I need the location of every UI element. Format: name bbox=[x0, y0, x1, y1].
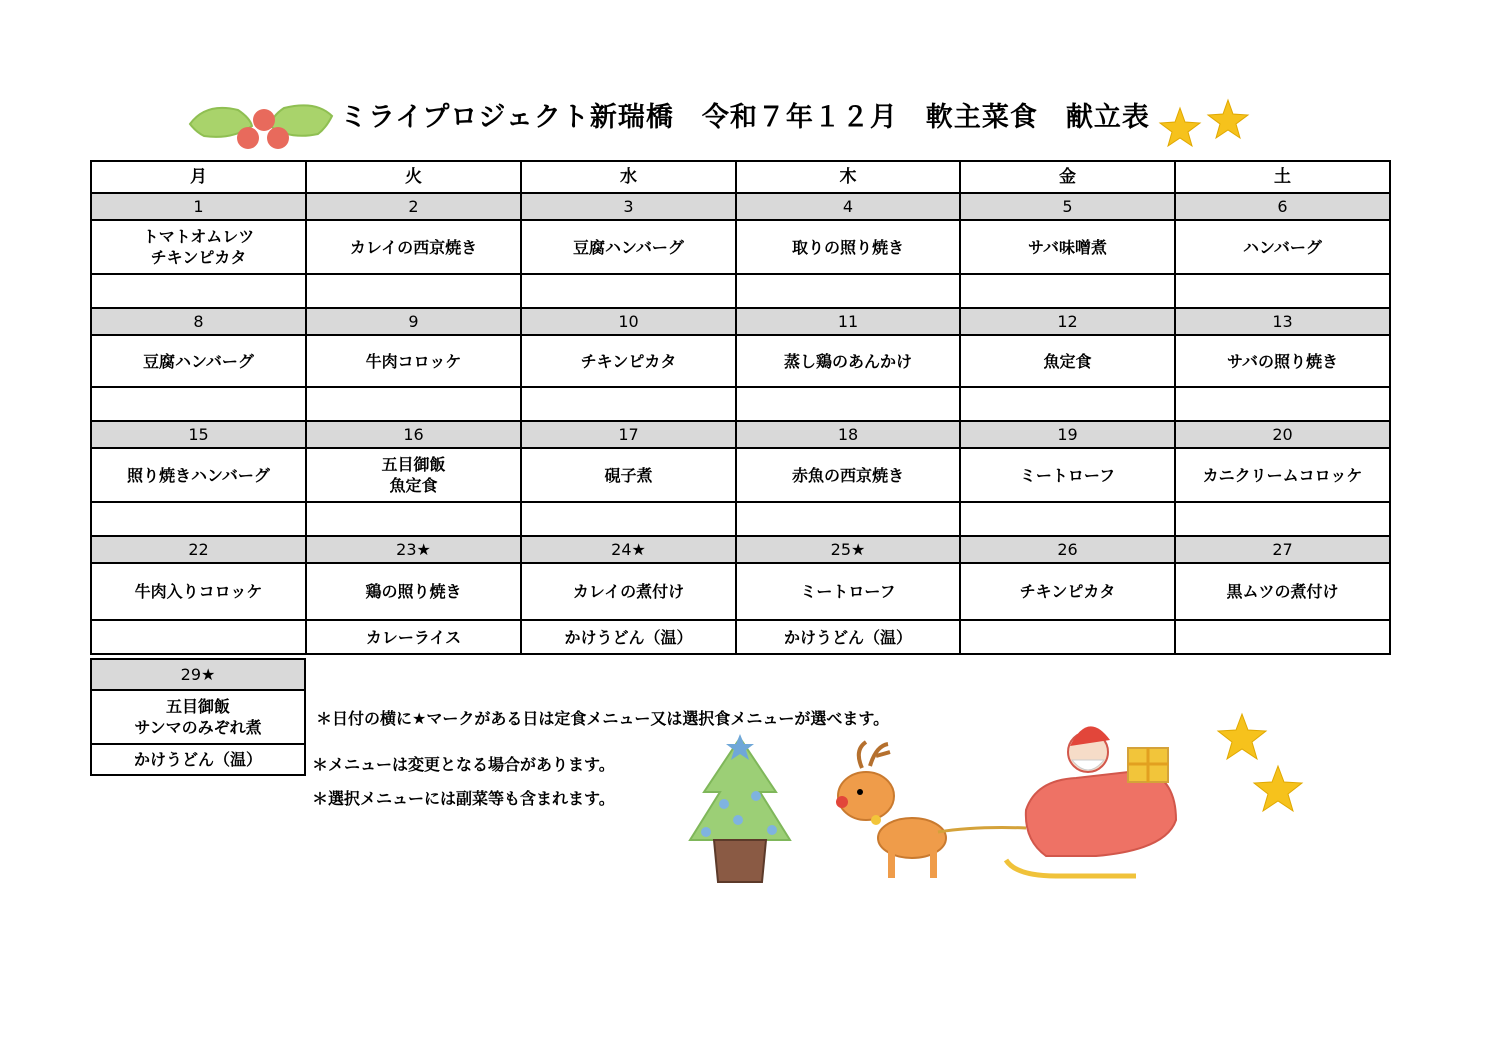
main-dish-cell: カレイの西京焼き bbox=[306, 220, 521, 274]
side-dish-cell: カレーライス bbox=[306, 620, 521, 654]
main-dish-row bbox=[91, 448, 1390, 502]
side-dish-cell: かけうどん（温） bbox=[91, 744, 305, 775]
date-cell: 13 bbox=[1175, 308, 1390, 335]
main-dish-cell: 取りの照り焼き bbox=[736, 220, 960, 274]
main-dish-line: 五目御飯 bbox=[165, 697, 230, 716]
date-cell: 18 bbox=[736, 421, 960, 448]
note-star-mark: ＊日付の横に★マークがある日は定食メニュー又は選択食メニューが選べます。 bbox=[316, 709, 890, 728]
side-dish-row bbox=[91, 502, 1390, 536]
main-dish-cell: チキンピカタ bbox=[960, 563, 1175, 620]
main-dish-cell: 赤魚の西京焼き bbox=[736, 448, 960, 502]
date-cell: 27 bbox=[1175, 536, 1390, 563]
date-cell: 15 bbox=[91, 421, 306, 448]
weekday-header: 土 bbox=[1175, 161, 1390, 193]
main-dish-cell: 黒ムツの煮付け bbox=[1175, 563, 1390, 620]
main-dish-row bbox=[91, 690, 305, 744]
side-dish-cell bbox=[1175, 502, 1390, 536]
date-cell: 4 bbox=[736, 193, 960, 220]
date-cell: 12 bbox=[960, 308, 1175, 335]
main-dish-cell bbox=[91, 690, 305, 744]
side-dish-cell bbox=[1175, 387, 1390, 421]
main-dish-cell: ハンバーグ bbox=[1175, 220, 1390, 274]
main-dish-cell: 照り焼きハンバーグ bbox=[91, 448, 306, 502]
main-dish-line: サンマのみぞれ煮 bbox=[134, 718, 262, 737]
date-cell: 22 bbox=[91, 536, 306, 563]
side-dish-cell bbox=[521, 387, 736, 421]
main-dish-cell bbox=[306, 448, 521, 502]
weekday-header-row bbox=[91, 161, 1390, 193]
main-dish-cell: 魚定食 bbox=[960, 335, 1175, 387]
side-dish-cell bbox=[1175, 620, 1390, 654]
side-dish-cell bbox=[306, 274, 521, 308]
side-dish-cell: かけうどん（温） bbox=[521, 620, 736, 654]
main-dish-cell: チキンピカタ bbox=[521, 335, 736, 387]
main-dish-cell: サバ味噌煮 bbox=[960, 220, 1175, 274]
main-dish-line: チキンピカタ bbox=[150, 248, 247, 267]
side-dish-cell bbox=[736, 502, 960, 536]
date-cell: 25★ bbox=[736, 536, 960, 563]
side-dish-cell bbox=[306, 502, 521, 536]
date-cell: 24★ bbox=[521, 536, 736, 563]
date-row bbox=[91, 536, 1390, 563]
date-cell: 8 bbox=[91, 308, 306, 335]
date-cell: 19 bbox=[960, 421, 1175, 448]
main-dish-cell: カニクリームコロッケ bbox=[1175, 448, 1390, 502]
date-cell: 29★ bbox=[91, 659, 305, 690]
main-dish-cell: 鶏の照り焼き bbox=[306, 563, 521, 620]
side-dish-cell bbox=[521, 274, 736, 308]
menu-table bbox=[90, 160, 1391, 655]
side-dish-cell bbox=[91, 620, 306, 654]
weekday-header: 水 bbox=[521, 161, 736, 193]
weekday-header: 木 bbox=[736, 161, 960, 193]
side-dish-cell bbox=[960, 274, 1175, 308]
side-dish-cell bbox=[736, 274, 960, 308]
reindeer-icon bbox=[836, 742, 946, 878]
side-dish-row bbox=[91, 274, 1390, 308]
side-dish-cell: かけうどん（温） bbox=[736, 620, 960, 654]
side-dish-cell bbox=[91, 274, 306, 308]
side-dish-cell bbox=[1175, 274, 1390, 308]
note-menu-change: ＊メニューは変更となる場合があります。 bbox=[312, 755, 615, 774]
date-cell: 11 bbox=[736, 308, 960, 335]
main-dish-row bbox=[91, 563, 1390, 620]
side-dish-row bbox=[91, 387, 1390, 421]
side-dish-cell bbox=[306, 387, 521, 421]
star-decoration-icon bbox=[1150, 96, 1260, 160]
main-dish-cell: サバの照り焼き bbox=[1175, 335, 1390, 387]
holly-icon bbox=[186, 96, 336, 156]
star-decoration-icon bbox=[1200, 700, 1320, 834]
page-title: ミライプロジェクト新瑞橋 令和７年１２月 軟主菜食 献立表 bbox=[340, 102, 1150, 133]
date-cell: 5 bbox=[960, 193, 1175, 220]
weekday-header: 金 bbox=[960, 161, 1175, 193]
main-dish-line: 魚定食 bbox=[389, 476, 438, 495]
note-side-dish: ＊選択メニューには副菜等も含まれます。 bbox=[312, 789, 615, 808]
last-week-table bbox=[90, 658, 306, 776]
main-dish-line: トマトオムレツ bbox=[142, 227, 255, 246]
date-cell: 23★ bbox=[306, 536, 521, 563]
date-cell: 17 bbox=[521, 421, 736, 448]
main-dish-cell: ミートローフ bbox=[736, 563, 960, 620]
side-dish-cell bbox=[960, 387, 1175, 421]
side-dish-cell bbox=[91, 502, 306, 536]
main-dish-cell: 牛肉コロッケ bbox=[306, 335, 521, 387]
date-row bbox=[91, 421, 1390, 448]
christmas-tree-icon bbox=[690, 734, 790, 882]
side-dish-cell bbox=[736, 387, 960, 421]
main-dish-row bbox=[91, 220, 1390, 274]
date-cell: 9 bbox=[306, 308, 521, 335]
date-cell: 2 bbox=[306, 193, 521, 220]
date-cell: 10 bbox=[521, 308, 736, 335]
christmas-illustration bbox=[676, 700, 1196, 894]
main-dish-cell: 蒸し鶏のあんかけ bbox=[736, 335, 960, 387]
date-cell: 16 bbox=[306, 421, 521, 448]
side-dish-row bbox=[91, 744, 305, 775]
main-dish-line: 五目御飯 bbox=[381, 455, 446, 474]
main-dish-cell: ミートローフ bbox=[960, 448, 1175, 502]
date-row bbox=[91, 659, 305, 690]
side-dish-cell bbox=[960, 620, 1175, 654]
santa-sleigh-icon bbox=[1006, 726, 1176, 876]
side-dish-cell bbox=[960, 502, 1175, 536]
weekday-header: 月 bbox=[91, 161, 306, 193]
main-dish-cell: 牛肉入りコロッケ bbox=[91, 563, 306, 620]
main-dish-cell: 豆腐ハンバーグ bbox=[91, 335, 306, 387]
main-dish-row bbox=[91, 335, 1390, 387]
date-cell: 6 bbox=[1175, 193, 1390, 220]
main-dish-cell: 豆腐ハンバーグ bbox=[521, 220, 736, 274]
date-row bbox=[91, 308, 1390, 335]
date-cell: 26 bbox=[960, 536, 1175, 563]
weekday-header: 火 bbox=[306, 161, 521, 193]
side-dish-cell bbox=[521, 502, 736, 536]
main-dish-cell: カレイの煮付け bbox=[521, 563, 736, 620]
date-cell: 3 bbox=[521, 193, 736, 220]
side-dish-cell bbox=[91, 387, 306, 421]
main-dish-cell: 硯子煮 bbox=[521, 448, 736, 502]
date-cell: 20 bbox=[1175, 421, 1390, 448]
date-cell: 1 bbox=[91, 193, 306, 220]
side-dish-row bbox=[91, 620, 1390, 654]
date-row bbox=[91, 193, 1390, 220]
main-dish-cell bbox=[91, 220, 306, 274]
